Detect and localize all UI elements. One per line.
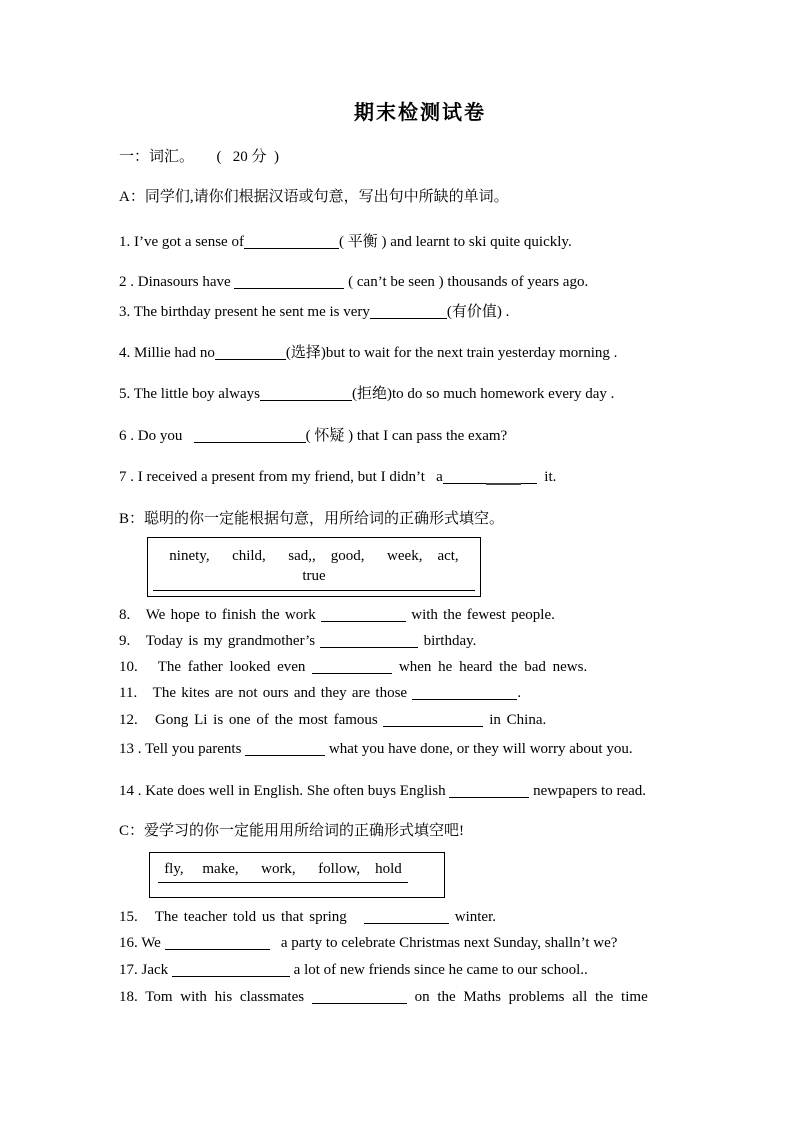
question-11 bbox=[119, 684, 693, 703]
question-2-post: ( can’t be seen ) thousands of years ago. bbox=[344, 274, 589, 290]
question-11-pre: 11. The kites are not ours and they are those bbox=[119, 685, 413, 701]
question-18-post: on the Maths problems all the time bbox=[406, 989, 648, 1005]
question-2-pre: 2 . Dinasours have bbox=[119, 274, 235, 290]
question-7-pre: 7 . I received a present from my friend, but I didn’t a bbox=[119, 469, 443, 485]
word-bank-b-line2: true bbox=[302, 568, 326, 584]
question-14 bbox=[119, 782, 693, 801]
question-8-post: with the fewest people. bbox=[406, 607, 555, 623]
question-16-post: a party to celebrate Christmas next Sunday, shalln’t we? bbox=[269, 935, 618, 951]
question-13-blank[interactable] bbox=[245, 755, 325, 756]
question-13-post: what you have done, or they will worry about you. bbox=[325, 741, 633, 757]
question-17-pre: 17. Jack bbox=[119, 962, 172, 978]
question-17-blank[interactable] bbox=[172, 976, 290, 977]
question-4-post: (选择)but to wait for the next train yesterday morning . bbox=[285, 345, 618, 361]
question-3-pre: 3. The birthday present he sent me is very bbox=[119, 304, 370, 320]
question-1-pre: 1. I’ve got a sense of bbox=[119, 234, 244, 250]
question-18-blank[interactable] bbox=[312, 1003, 407, 1004]
question-7-post: it. bbox=[536, 469, 557, 485]
question-3-post: (有价值) . bbox=[446, 304, 510, 320]
question-5-post: (拒绝)to do so much homework every day . bbox=[351, 386, 615, 402]
question-9-blank[interactable] bbox=[320, 647, 418, 648]
question-1 bbox=[119, 233, 693, 252]
question-9-post: birthday. bbox=[418, 633, 477, 649]
question-1-post: ( 平衡 ) and learnt to ski quite quickly. bbox=[338, 234, 572, 250]
question-7-blank[interactable] bbox=[443, 483, 537, 484]
question-18-pre: 18. Tom with his classmates bbox=[119, 989, 312, 1005]
word-bank-b bbox=[147, 537, 481, 597]
question-13-pre: 13 . Tell you parents bbox=[119, 741, 246, 757]
question-6-post: ( 怀疑 ) that I can pass the exam? bbox=[305, 428, 508, 444]
part-c-intro: C：爱学习的你一定能用用所给词的正确形式填空吧! bbox=[119, 823, 465, 839]
part-a-intro: A：同学们,请你们根据汉语或句意，写出句中所缺的单词。 bbox=[119, 189, 509, 205]
part-b-intro: B：聪明的你一定能根据句意，用所给词的正确形式填空。 bbox=[119, 511, 505, 527]
question-2 bbox=[119, 273, 693, 292]
question-7 bbox=[119, 468, 693, 487]
word-bank-c bbox=[149, 852, 445, 898]
question-10-pre: 10. The father looked even bbox=[119, 659, 313, 675]
question-10-post: when he heard the bad news. bbox=[392, 659, 588, 675]
question-15-post: winter. bbox=[449, 909, 497, 925]
question-12-post: in China. bbox=[483, 712, 547, 728]
question-15-blank[interactable] bbox=[364, 923, 449, 924]
question-11-post: . bbox=[517, 685, 522, 701]
question-8-blank[interactable] bbox=[321, 621, 406, 622]
question-5-blank[interactable] bbox=[260, 400, 352, 401]
word-bank-b-line1: ninety, child, sad,, good, week, act, bbox=[169, 548, 459, 564]
question-15-pre: 15. The teacher told us that spring bbox=[119, 909, 365, 925]
question-16-blank[interactable] bbox=[165, 949, 270, 950]
question-6 bbox=[119, 427, 693, 446]
question-2-blank[interactable] bbox=[234, 288, 344, 289]
question-12 bbox=[119, 711, 693, 730]
question-17 bbox=[119, 961, 693, 980]
word-bank-b-underline bbox=[153, 590, 475, 591]
question-6-pre: 6 . Do you bbox=[119, 428, 194, 444]
question-8 bbox=[119, 606, 693, 625]
question-1-blank[interactable] bbox=[244, 248, 339, 249]
question-13 bbox=[119, 740, 693, 759]
question-14-pre: 14 . Kate does well in English. She often buys English bbox=[119, 783, 450, 799]
question-7-blank-overlay bbox=[486, 483, 521, 485]
question-9-pre: 9. Today is my grandmother’s bbox=[119, 633, 321, 649]
question-14-post: newpapers to read. bbox=[529, 783, 647, 799]
question-3 bbox=[119, 303, 693, 322]
question-4 bbox=[119, 344, 693, 363]
question-10-blank[interactable] bbox=[312, 673, 392, 674]
question-17-post: a lot of new friends since he came to our school.. bbox=[289, 962, 588, 978]
question-3-blank[interactable] bbox=[370, 318, 447, 319]
question-5 bbox=[119, 385, 693, 404]
question-10 bbox=[119, 658, 693, 677]
question-18 bbox=[119, 988, 693, 1007]
question-14-blank[interactable] bbox=[449, 797, 529, 798]
question-4-blank[interactable] bbox=[215, 359, 286, 360]
question-6-blank[interactable] bbox=[194, 442, 306, 443]
question-15 bbox=[119, 908, 693, 927]
question-8-pre: 8. We hope to finish the work bbox=[119, 607, 321, 623]
section-one-heading: 一：词汇。 ( 20 分 ) bbox=[119, 149, 279, 165]
question-9 bbox=[119, 632, 693, 651]
question-16-pre: 16. We bbox=[119, 935, 165, 951]
question-11-blank[interactable] bbox=[412, 699, 517, 700]
word-bank-c-line: fly, make, work, follow, hold bbox=[158, 860, 408, 883]
question-16 bbox=[119, 934, 693, 953]
question-4-pre: 4. Millie had no bbox=[119, 345, 215, 361]
question-12-pre: 12. Gong Li is one of the most famous bbox=[119, 712, 384, 728]
question-5-pre: 5. The little boy always bbox=[119, 386, 260, 402]
question-12-blank[interactable] bbox=[383, 726, 483, 727]
page-title: 期末检测试卷 bbox=[354, 102, 486, 124]
